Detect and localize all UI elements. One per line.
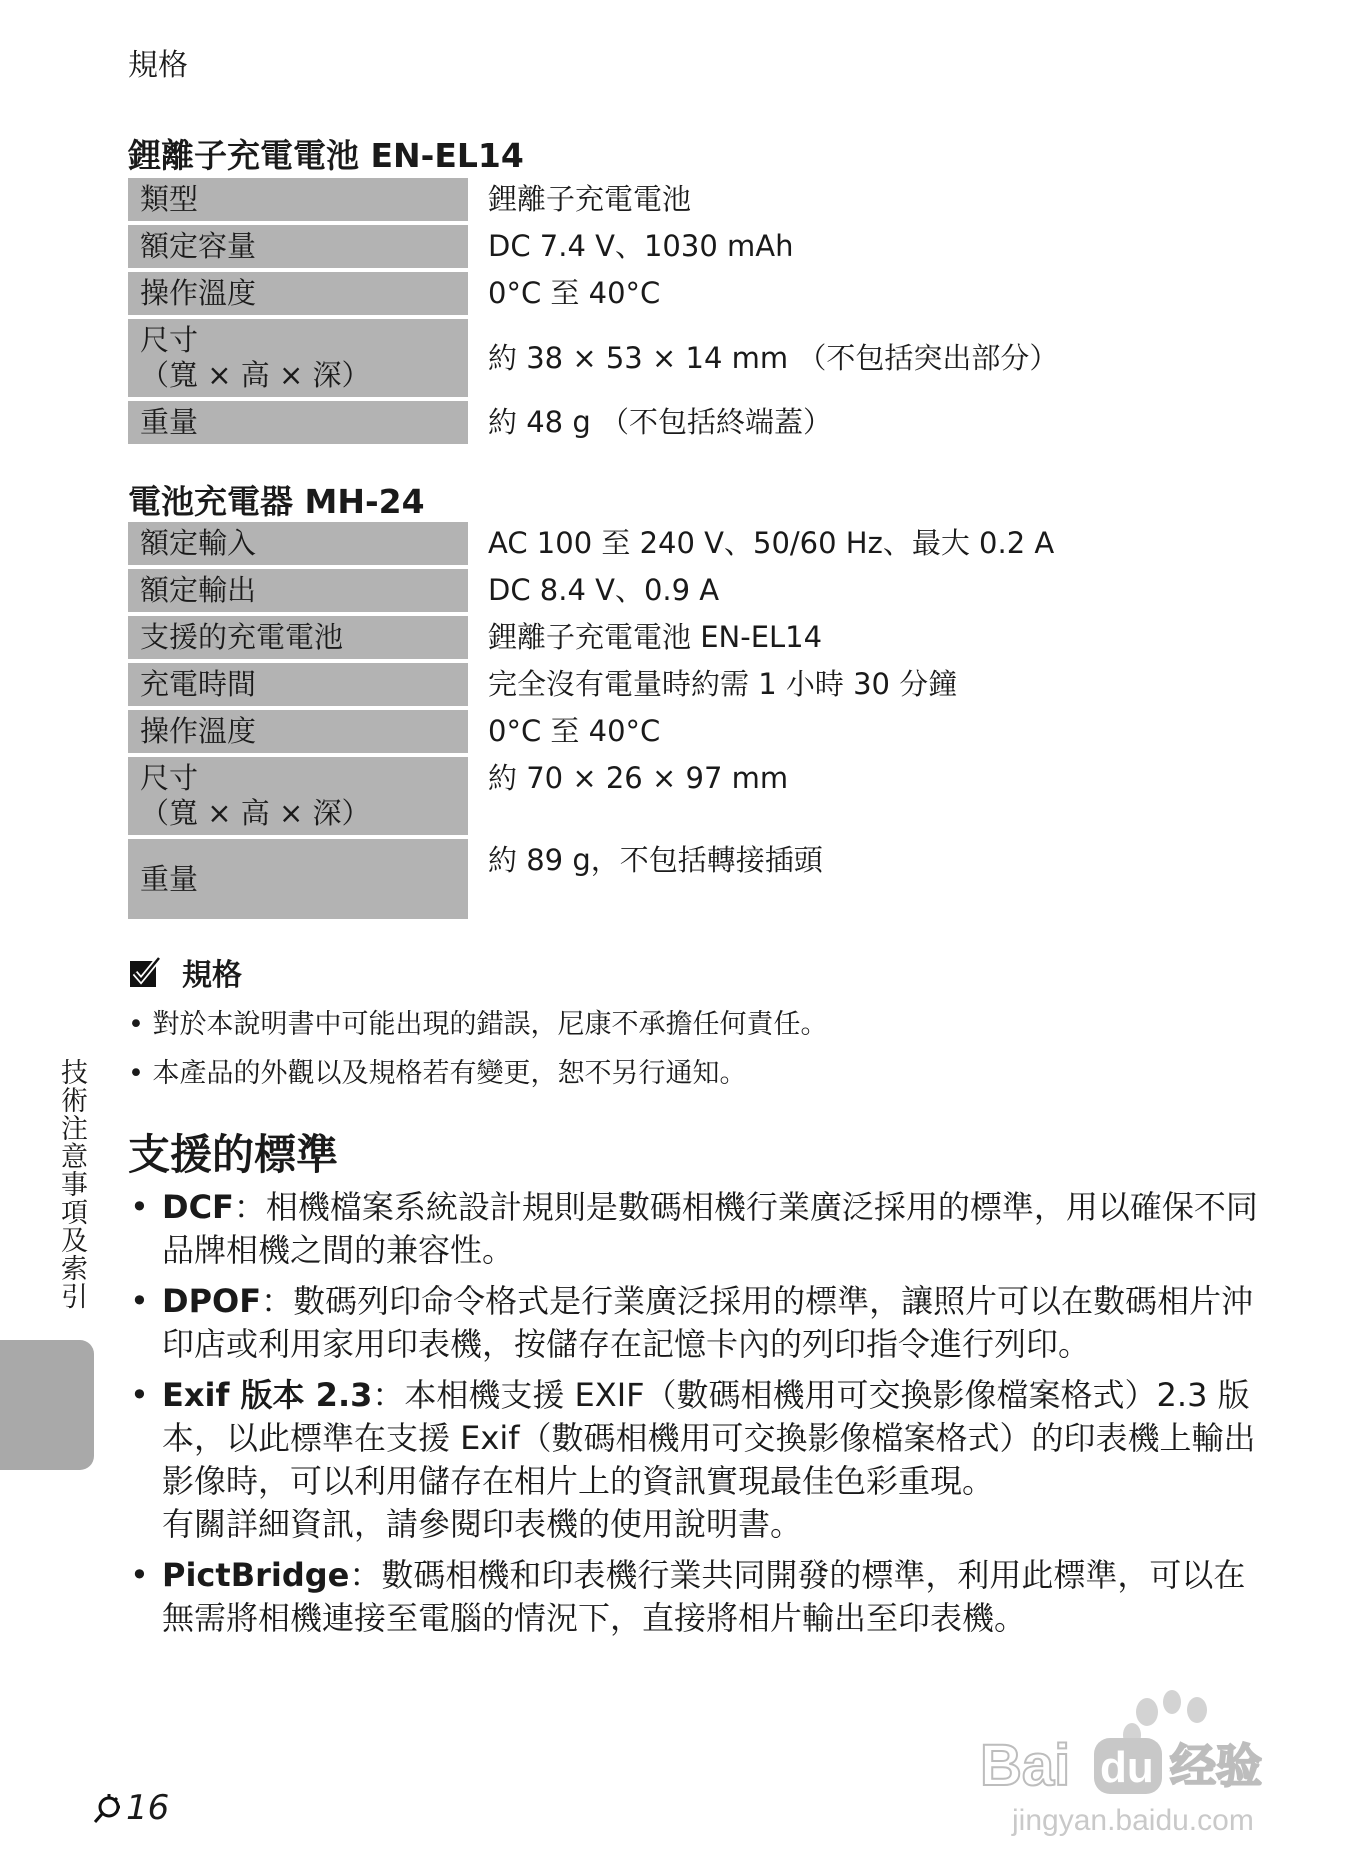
- spec-label-line: 尺寸: [140, 761, 199, 795]
- spec-label: 額定容量: [128, 225, 468, 268]
- note-title: 規格: [182, 958, 242, 993]
- standard-description: ：相機檔案系統設計規則是數碼相機行業廣泛採用的標準，用以確保不同品牌相機之間的兼容性。: [162, 1188, 1258, 1269]
- table-row: [128, 319, 1248, 397]
- table-row: [128, 569, 1248, 612]
- spec-label: 額定輸出: [128, 569, 468, 612]
- spec-value: 約 48 g （不包括終端蓋）: [488, 405, 832, 439]
- table-row: [128, 839, 1248, 919]
- spec-label: 類型: [128, 178, 468, 221]
- spec-label: 重量: [128, 839, 468, 919]
- table-row: [128, 272, 1248, 315]
- standard-term: DPOF: [162, 1282, 262, 1320]
- spec-label-line: （寬 × 高 × 深）: [140, 358, 371, 392]
- list-item: • 本產品的外觀以及規格若有變更，恕不另行通知。: [128, 1051, 828, 1090]
- spec-label: 額定輸入: [128, 522, 468, 565]
- spec-label: 充電時間: [128, 663, 468, 706]
- technical-notes-icon: [90, 1791, 124, 1825]
- spec-label-line: 尺寸: [140, 323, 199, 357]
- list-item: • 對於本說明書中可能出現的錯誤，尼康不承擔任何責任。: [128, 1002, 828, 1041]
- svg-text:jingyan.baidu.com: jingyan.baidu.com: [1012, 1804, 1254, 1837]
- table-row: [128, 616, 1248, 659]
- list-item: [128, 1554, 1258, 1640]
- table-row: [128, 663, 1248, 706]
- battery-section-title: 鋰離子充電電池 EN-EL14: [128, 136, 524, 175]
- spec-value: 鋰離子充電電池: [488, 182, 692, 216]
- spec-value: 完全沒有電量時約需 1 小時 30 分鐘: [488, 667, 958, 701]
- baidu-jingyan-watermark: [972, 1690, 1302, 1840]
- standard-term: Exif 版本 2.3: [162, 1376, 373, 1414]
- spec-label: [128, 319, 468, 397]
- battery-spec-table: [128, 174, 1248, 448]
- spec-label-line: （寬 × 高 × 深）: [140, 796, 371, 830]
- standards-list: [128, 1186, 1258, 1648]
- spec-value: DC 8.4 V、0.9 A: [488, 573, 720, 607]
- standards-title: 支援的標準: [128, 1130, 339, 1179]
- standard-description: ：數碼相機和印表機行業共同開發的標準，利用此標準，可以在無需將相機連接至電腦的情況下，直接將相片輸出至印表機。: [162, 1556, 1246, 1637]
- note-heading: [128, 950, 242, 994]
- spec-label: 操作溫度: [128, 272, 468, 315]
- spec-label: 重量: [128, 401, 468, 444]
- table-row: [128, 178, 1248, 221]
- standard-term: PictBridge: [162, 1556, 350, 1594]
- standard-extra-note: 有關詳細資訊，請參閱印表機的使用說明書。: [162, 1505, 803, 1543]
- table-row: [128, 757, 1248, 835]
- spec-value: 鋰離子充電電池 EN-EL14: [488, 620, 823, 654]
- side-section-label: 技術注意事項及索引: [56, 1058, 87, 1310]
- page-number-text: 16: [126, 1788, 170, 1828]
- spec-label: 操作溫度: [128, 710, 468, 753]
- svg-text:经验: 经验: [1170, 1739, 1262, 1793]
- standard-term: DCF: [162, 1188, 234, 1226]
- page-number: [90, 1788, 169, 1828]
- checkmark-icon: [128, 955, 162, 989]
- side-tab-marker: [0, 1340, 94, 1470]
- spec-value: 約 38 × 53 × 14 mm （不包括突出部分）: [488, 340, 1059, 375]
- table-row: [128, 522, 1248, 565]
- table-row: [128, 710, 1248, 753]
- spec-value: AC 100 至 240 V、50/60 Hz、最大 0.2 A: [488, 526, 1055, 560]
- spec-label: 支援的充電電池: [128, 616, 468, 659]
- spec-value: 約 89 g，不包括轉接插頭: [488, 843, 823, 877]
- page-header: 規格: [128, 48, 188, 83]
- spec-value: 約 70 × 26 × 97 mm: [488, 761, 789, 795]
- spec-value: 0°C 至 40°C: [488, 276, 661, 310]
- list-item: [128, 1280, 1258, 1366]
- list-item: [128, 1374, 1258, 1546]
- standard-description: ：數碼列印命令格式是行業廣泛採用的標準，讓照片可以在數碼相片沖印店或利用家用印表機，按儲存在記憶卡內的列印指令進行列印。: [162, 1282, 1254, 1363]
- spec-label: [128, 757, 468, 835]
- spec-value: DC 7.4 V、1030 mAh: [488, 229, 794, 263]
- note-list: [128, 1002, 828, 1100]
- charger-spec-table: [128, 518, 1248, 923]
- svg-text:Bai: Bai: [980, 1733, 1071, 1798]
- table-row: [128, 401, 1248, 444]
- spec-value: 0°C 至 40°C: [488, 714, 661, 748]
- charger-section-title: 電池充電器 MH-24: [128, 482, 425, 521]
- list-item: [128, 1186, 1258, 1272]
- standard-description: ：本相機支援 EXIF（數碼相機用可交換影像檔案格式）2.3 版本，以此標準在支援 Exif（數碼相機用可交換影像檔案格式）的印表機上輸出影像時，可以利用儲存在相片上的資訊實現最佳色彩重現。: [162, 1376, 1256, 1500]
- table-row: [128, 225, 1248, 268]
- svg-text:du: du: [1100, 1743, 1154, 1792]
